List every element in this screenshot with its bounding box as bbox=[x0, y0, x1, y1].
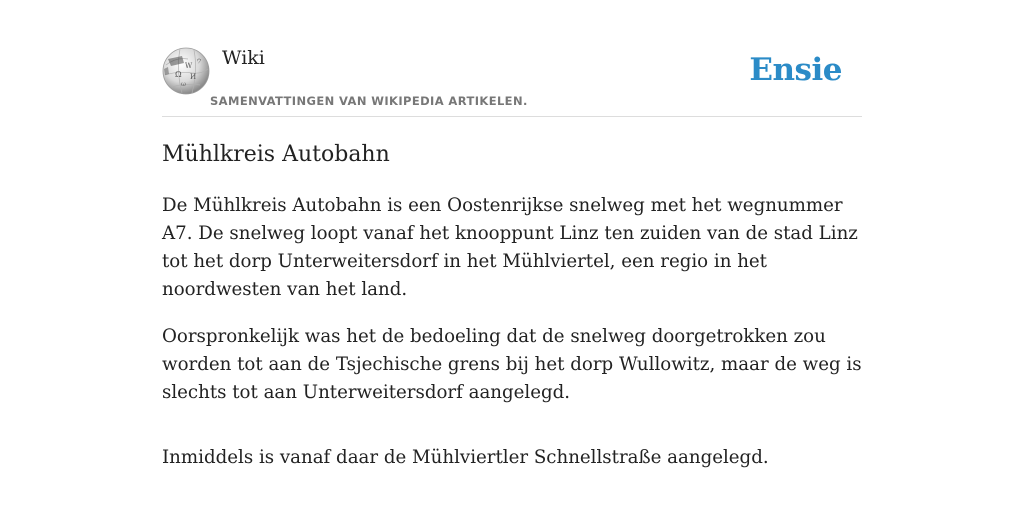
svg-text:Ω: Ω bbox=[175, 70, 182, 79]
svg-text:ウ: ウ bbox=[196, 58, 203, 65]
article-paragraph: Oorspronkelijk was het de bedoeling dat de snelweg doorgetrokken zou worden tot aan de Tsjechische grens bij het dorp Wullowitz, maar de weg is slechts tot aan Unterweitersdorf aangelegd. bbox=[162, 326, 862, 403]
article-paragraph: Inmiddels is vanaf daar de Mühlviertler Schnellstraße aangelegd. bbox=[162, 447, 769, 468]
wikipedia-globe-icon[interactable] bbox=[162, 47, 210, 95]
article-paragraph: De Mühlkreis Autobahn is een Oostenrijkse snelweg met het wegnummer A7. De snelweg loopt vanaf het knooppunt Linz ten zuiden van de stad Linz tot het dorp Unterweitersdorf in het Mühlviertel, een regio in het noordwesten van het land. bbox=[162, 195, 858, 300]
site-header bbox=[162, 44, 862, 117]
article-body bbox=[162, 192, 867, 491]
site-name[interactable]: Wiki bbox=[222, 47, 265, 69]
svg-text:И: И bbox=[190, 73, 197, 81]
site-tagline: SAMENVATTINGEN VAN WIKIPEDIA ARTIKELEN. bbox=[210, 94, 528, 108]
svg-text:ω: ω bbox=[181, 81, 186, 88]
page-title: Mühlkreis Autobahn bbox=[162, 142, 390, 167]
brand-logo[interactable]: Ensie bbox=[749, 52, 842, 88]
svg-text:W: W bbox=[185, 62, 193, 70]
